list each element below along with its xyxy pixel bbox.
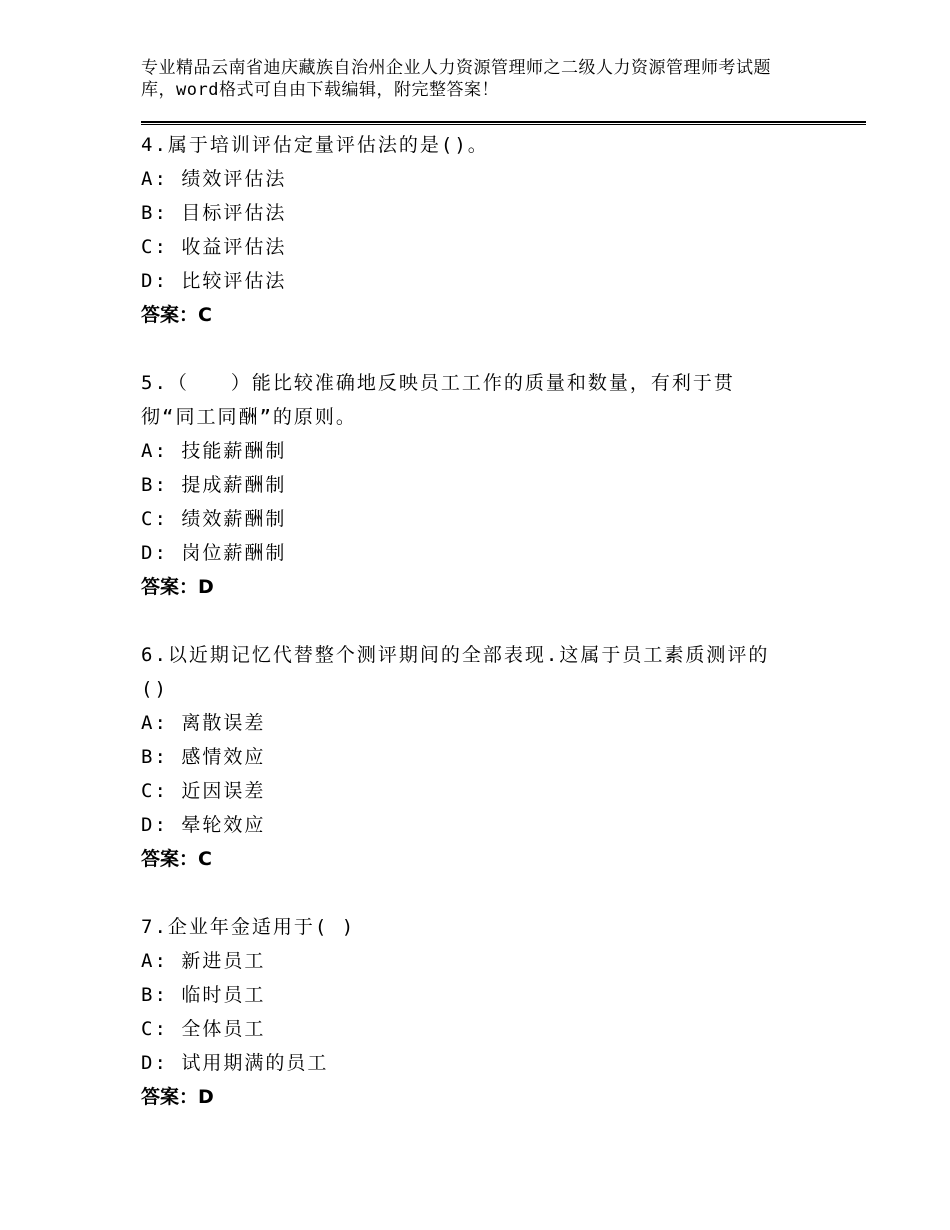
option-a: A: 新进员工 xyxy=(141,950,266,972)
question-stem: 4.属于培训评估定量评估法的是()。 xyxy=(141,134,489,156)
option-b: B: 提成薪酬制 xyxy=(141,474,287,496)
header-divider xyxy=(141,121,866,125)
option-b: B: 目标评估法 xyxy=(141,202,287,224)
answer-label: 答案：D xyxy=(141,1086,214,1108)
question-6 xyxy=(141,638,841,876)
question-stem: 7.企业年金适用于( ) xyxy=(141,916,356,938)
option-d: D: 比较评估法 xyxy=(141,270,287,292)
answer-label: 答案：C xyxy=(141,304,212,326)
header-title-line-1: 专业精品云南省迪庆藏族自治州企业人力资源管理师之二级人力资源管理师考试题 xyxy=(141,58,771,78)
option-c: C: 全体员工 xyxy=(141,1018,266,1040)
question-7 xyxy=(141,910,841,1114)
document-header xyxy=(141,57,841,101)
answer-label: 答案：D xyxy=(141,576,214,598)
question-list xyxy=(141,128,841,1148)
question-stem-continued: () xyxy=(141,678,168,700)
option-b: B: 感情效应 xyxy=(141,746,266,768)
option-d: D: 晕轮效应 xyxy=(141,814,266,836)
question-4 xyxy=(141,128,841,332)
option-c: C: 绩效薪酬制 xyxy=(141,508,287,530)
question-stem: 5.（ ）能比较准确地反映员工工作的质量和数量，有利于贯 xyxy=(141,372,735,394)
option-d: D: 岗位薪酬制 xyxy=(141,542,287,564)
option-a: A: 离散误差 xyxy=(141,712,266,734)
question-5 xyxy=(141,366,841,604)
option-c: C: 收益评估法 xyxy=(141,236,287,258)
option-c: C: 近因误差 xyxy=(141,780,266,802)
answer-label: 答案：C xyxy=(141,848,212,870)
question-stem: 6.以近期记忆代替整个测评期间的全部表现.这属于员工素质测评的 xyxy=(141,644,770,666)
question-stem-continued: 彻“同工同酬”的原则。 xyxy=(141,406,357,428)
option-b: B: 临时员工 xyxy=(141,984,266,1006)
header-title-line-2: 库，word格式可自由下载编辑，附完整答案！ xyxy=(141,80,499,100)
option-d: D: 试用期满的员工 xyxy=(141,1052,329,1074)
option-a: A: 绩效评估法 xyxy=(141,168,287,190)
option-a: A: 技能薪酬制 xyxy=(141,440,287,462)
